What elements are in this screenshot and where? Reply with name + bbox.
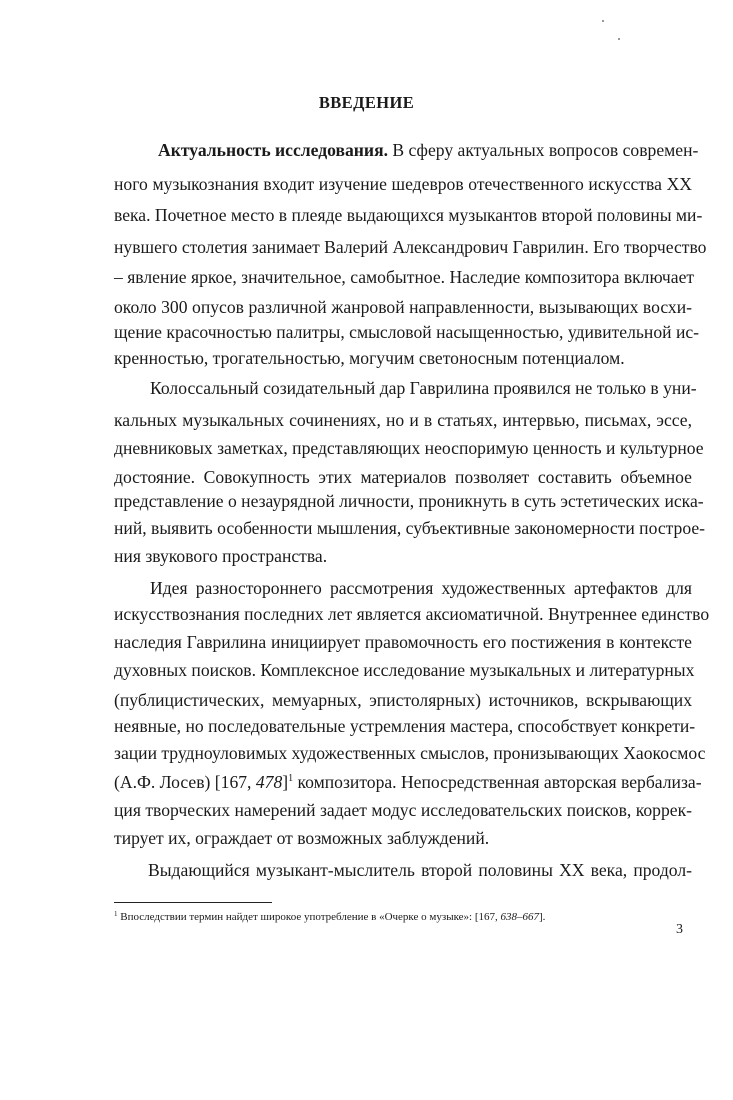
scan-speck — [618, 38, 620, 40]
footnote-text-end: ]. — [539, 911, 546, 923]
paragraph-line: Выдающийся музыкант-мыслитель второй половины XX века, продол- — [148, 860, 692, 880]
footnote-text: Впоследствии термин найдет широкое употребление в «Очерке о музыке»: [167, — [117, 911, 501, 923]
paragraph-line: около 300 опусов различной жанровой направленности, вызывающих восхи- — [114, 297, 692, 317]
paragraph-line: нувшего столетия занимает Валерий Александрович Гаврилин. Его творчество — [114, 237, 707, 257]
citation-bracket: ] — [282, 772, 289, 792]
footnote-marker: 1 — [114, 910, 118, 918]
footnote-pages: 638–667 — [500, 911, 540, 923]
paragraph-line: кальных музыкальных сочинениях, но и в статьях, интервью, письмах, эссе, — [114, 410, 692, 430]
paragraph-line: ний, выявить особенности мышления, субъективные закономерности построе- — [114, 518, 706, 538]
footnote-rule — [114, 902, 272, 903]
paragraph-line: неявные, но последовательные устремления мастера, способствует конкрети- — [114, 716, 696, 736]
paragraph-text: В сферу актуальных вопросов современ- — [392, 140, 699, 160]
paragraph-line: духовных поисков. Комплексное исследование музыкальных и литературных — [114, 660, 695, 680]
scan-speck — [602, 20, 604, 22]
paragraph-text: (А.Ф. Лосев) [167, — [114, 772, 256, 792]
paragraph-line: ция творческих намерений задает модус исследовательских поисков, коррек- — [114, 800, 692, 820]
paragraph-line: ния звукового пространства. — [114, 546, 328, 566]
citation-page: 478 — [255, 772, 283, 792]
paragraph-line: ного музыкознания входит изучение шедевров отечественного искусства XX — [114, 174, 692, 194]
paragraph-line: тирует их, ограждает от возможных заблуждений. — [114, 828, 490, 848]
paragraph-line: Колоссальный созидательный дар Гаврилина проявился не только в уни- — [150, 378, 697, 398]
chapter-title: ВВЕДЕНИЕ — [318, 93, 415, 112]
paragraph-line: наследия Гаврилина инициирует правомочность его постижения в контексте — [114, 632, 692, 652]
paragraph-line: представление о незаурядной личности, проникнуть в суть эстетических иска- — [114, 491, 704, 511]
paragraph-line: щение красочностью палитры, смысловой насыщенностью, удивительной ис- — [114, 322, 700, 342]
paragraph-line: достояние. Совокупность этих материалов позволяет составить объемное — [114, 467, 692, 487]
page-number: 3 — [676, 922, 683, 937]
paragraph-text: композитора. Непосредственная авторская вербализа- — [293, 772, 702, 792]
footnote — [114, 910, 545, 924]
section-heading: Актуальность исследования. — [158, 140, 388, 160]
paragraph-line: века. Почетное место в плеяде выдающихся музыкантов второй половины ми- — [114, 205, 703, 225]
paragraph-line: Идея разностороннего рассмотрения художественных артефактов для — [150, 578, 692, 598]
paragraph-line: искусствознания последних лет является аксиоматичной. Внутреннее единство — [114, 604, 710, 624]
paragraph-line — [114, 772, 702, 792]
paragraph-line: (публицистических, мемуарных, эпистолярных) источников, вскрывающих — [114, 690, 692, 710]
paragraph-line: дневниковых заметках, представляющих неоспоримую ценность и культурное — [114, 438, 704, 458]
paragraph-line: зации трудноуловимых художественных смыслов, пронизывающих Хаокосмос — [114, 743, 706, 763]
paragraph-line — [158, 140, 699, 160]
paragraph-line: – явление яркое, значительное, самобытное. Наследие композитора включает — [114, 267, 695, 287]
footnote-marker: 1 — [288, 773, 294, 784]
paragraph-line: кренностью, трогательностью, могучим светоносным потенциалом. — [114, 348, 625, 368]
